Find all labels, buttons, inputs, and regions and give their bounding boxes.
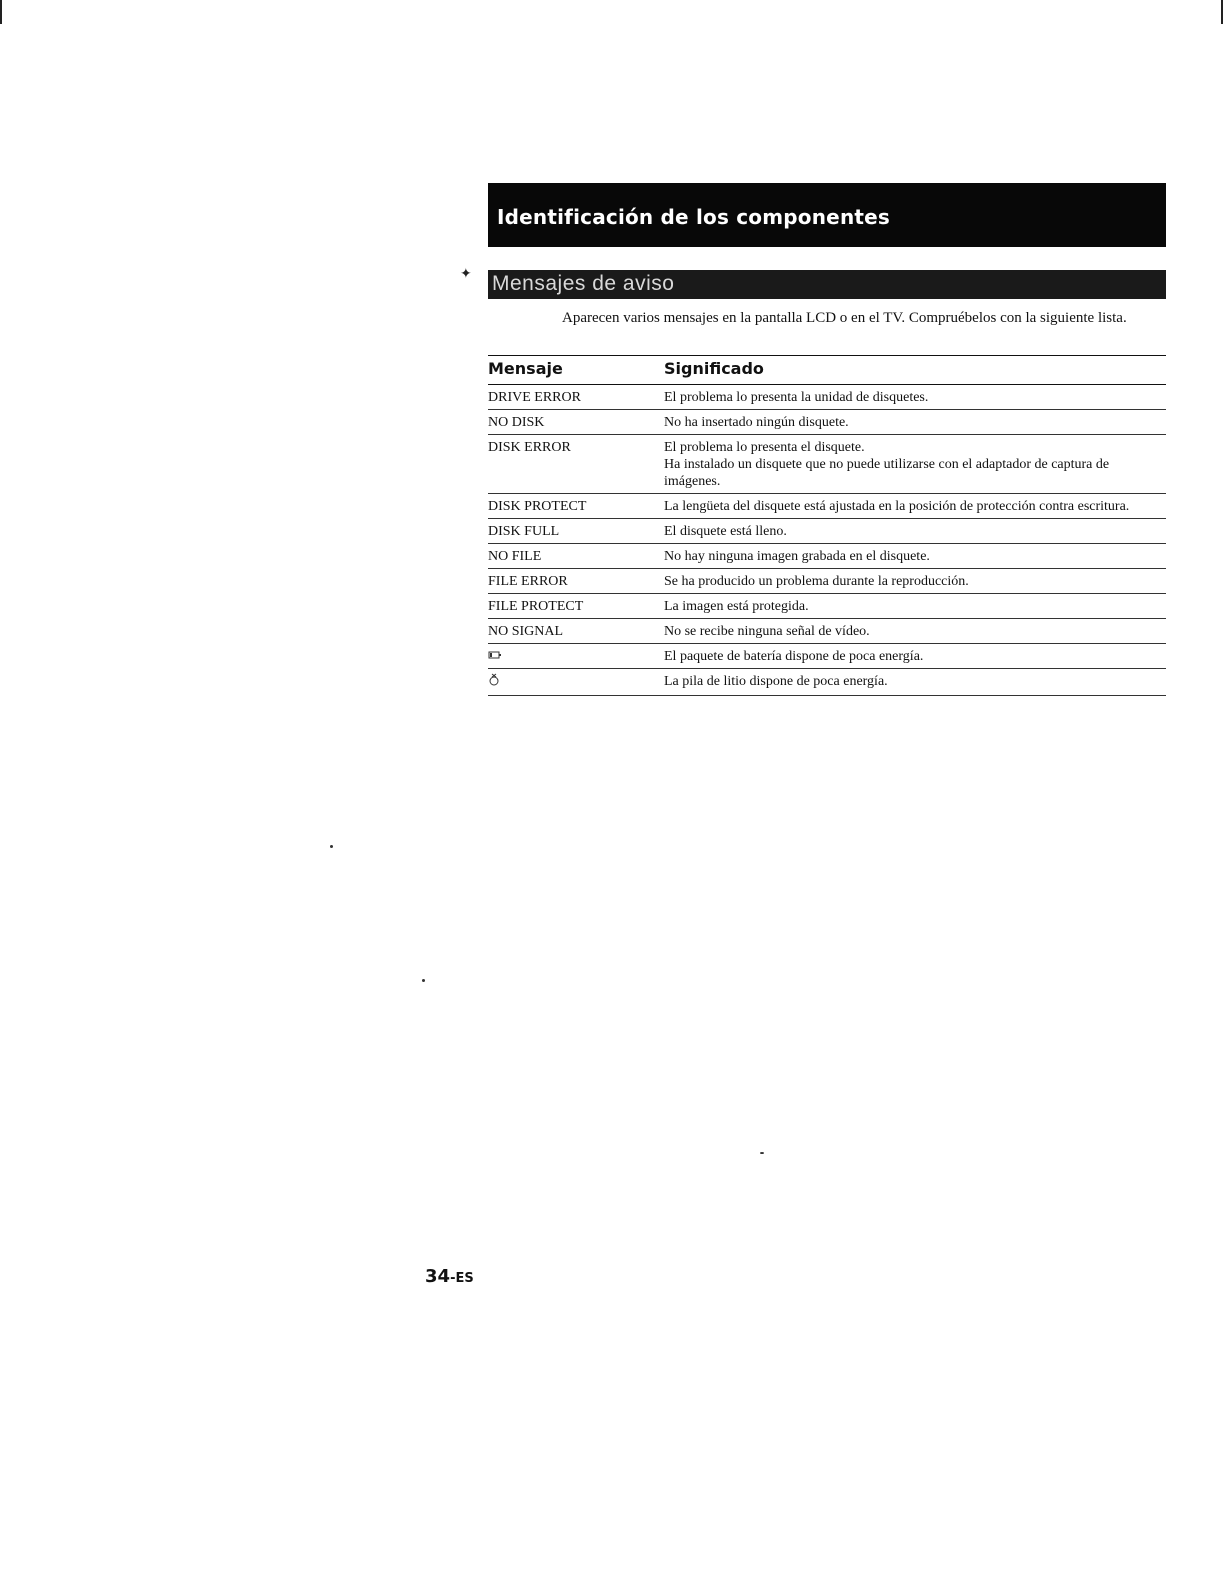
table-row <box>488 519 1166 544</box>
message-meaning <box>664 435 1166 494</box>
scan-speck <box>760 1152 764 1154</box>
message-meaning: Se ha producido un problema durante la reproducción. <box>664 574 969 589</box>
battery-low-icon <box>488 648 502 665</box>
scan-edge-mark-left <box>0 0 2 24</box>
table-row <box>488 619 1166 644</box>
table-row <box>488 594 1166 619</box>
page-number <box>425 1266 474 1287</box>
lithium-battery-low-icon <box>488 673 500 692</box>
message-code: FILE PROTECT <box>488 599 584 614</box>
battery-low-icon-svg <box>488 650 502 660</box>
message-code: DRIVE ERROR <box>488 390 581 405</box>
messages-table <box>488 355 1166 696</box>
column-header-message: Mensaje <box>488 359 563 378</box>
page-number-suffix: -ES <box>450 1271 474 1286</box>
message-meaning-line: El problema lo presenta el disquete. <box>664 440 865 455</box>
message-code <box>488 669 664 696</box>
message-code: DISK FULL <box>488 524 560 539</box>
message-code: NO FILE <box>488 549 542 564</box>
table-row <box>488 669 1166 696</box>
table-row <box>488 644 1166 669</box>
message-code: DISK ERROR <box>488 440 571 455</box>
table-row <box>488 569 1166 594</box>
message-code: NO DISK <box>488 415 545 430</box>
column-header-meaning: Significado <box>664 359 764 378</box>
message-code: NO SIGNAL <box>488 624 564 639</box>
message-meaning-line: Ha instalado un disquete que no puede utilizarse con el adaptador de captura de imágenes. <box>664 457 1110 489</box>
message-meaning: La pila de litio dispone de poca energía. <box>664 674 888 689</box>
arrow-icon: ✦ <box>460 266 472 282</box>
scan-speck <box>330 845 333 848</box>
subsection-bar <box>488 270 1166 299</box>
message-meaning: No hay ninguna imagen grabada en el disquete. <box>664 549 930 564</box>
table-row <box>488 385 1166 410</box>
table-row <box>488 494 1166 519</box>
message-code <box>488 644 664 669</box>
scan-edge-mark-right <box>1221 0 1223 24</box>
message-code: DISK PROTECT <box>488 499 587 514</box>
intro-paragraph: Aparecen varios mensajes en la pantalla LCD o en el TV. Compruébelos con la siguiente lista. <box>562 310 1127 326</box>
subsection-title: Mensajes de aviso <box>492 272 675 295</box>
table-row <box>488 410 1166 435</box>
page-number-value: 34 <box>425 1266 451 1287</box>
message-meaning: No se recibe ninguna señal de vídeo. <box>664 624 870 639</box>
message-meaning: No ha insertado ningún disquete. <box>664 415 849 430</box>
message-meaning: El problema lo presenta la unidad de disquetes. <box>664 390 929 405</box>
message-code: FILE ERROR <box>488 574 568 589</box>
lithium-battery-low-icon-svg <box>488 673 500 687</box>
table-row <box>488 435 1166 494</box>
message-meaning: El paquete de batería dispone de poca energía. <box>664 649 924 664</box>
table-header-row <box>488 356 1166 385</box>
section-header <box>488 183 1166 247</box>
message-meaning: La imagen está protegida. <box>664 599 809 614</box>
table-row <box>488 544 1166 569</box>
message-meaning: El disquete está lleno. <box>664 524 787 539</box>
scan-speck <box>422 979 425 982</box>
section-title: Identificación de los componentes <box>497 205 891 229</box>
message-meaning: La lengüeta del disquete está ajustada en la posición de protección contra escritura. <box>664 499 1130 514</box>
